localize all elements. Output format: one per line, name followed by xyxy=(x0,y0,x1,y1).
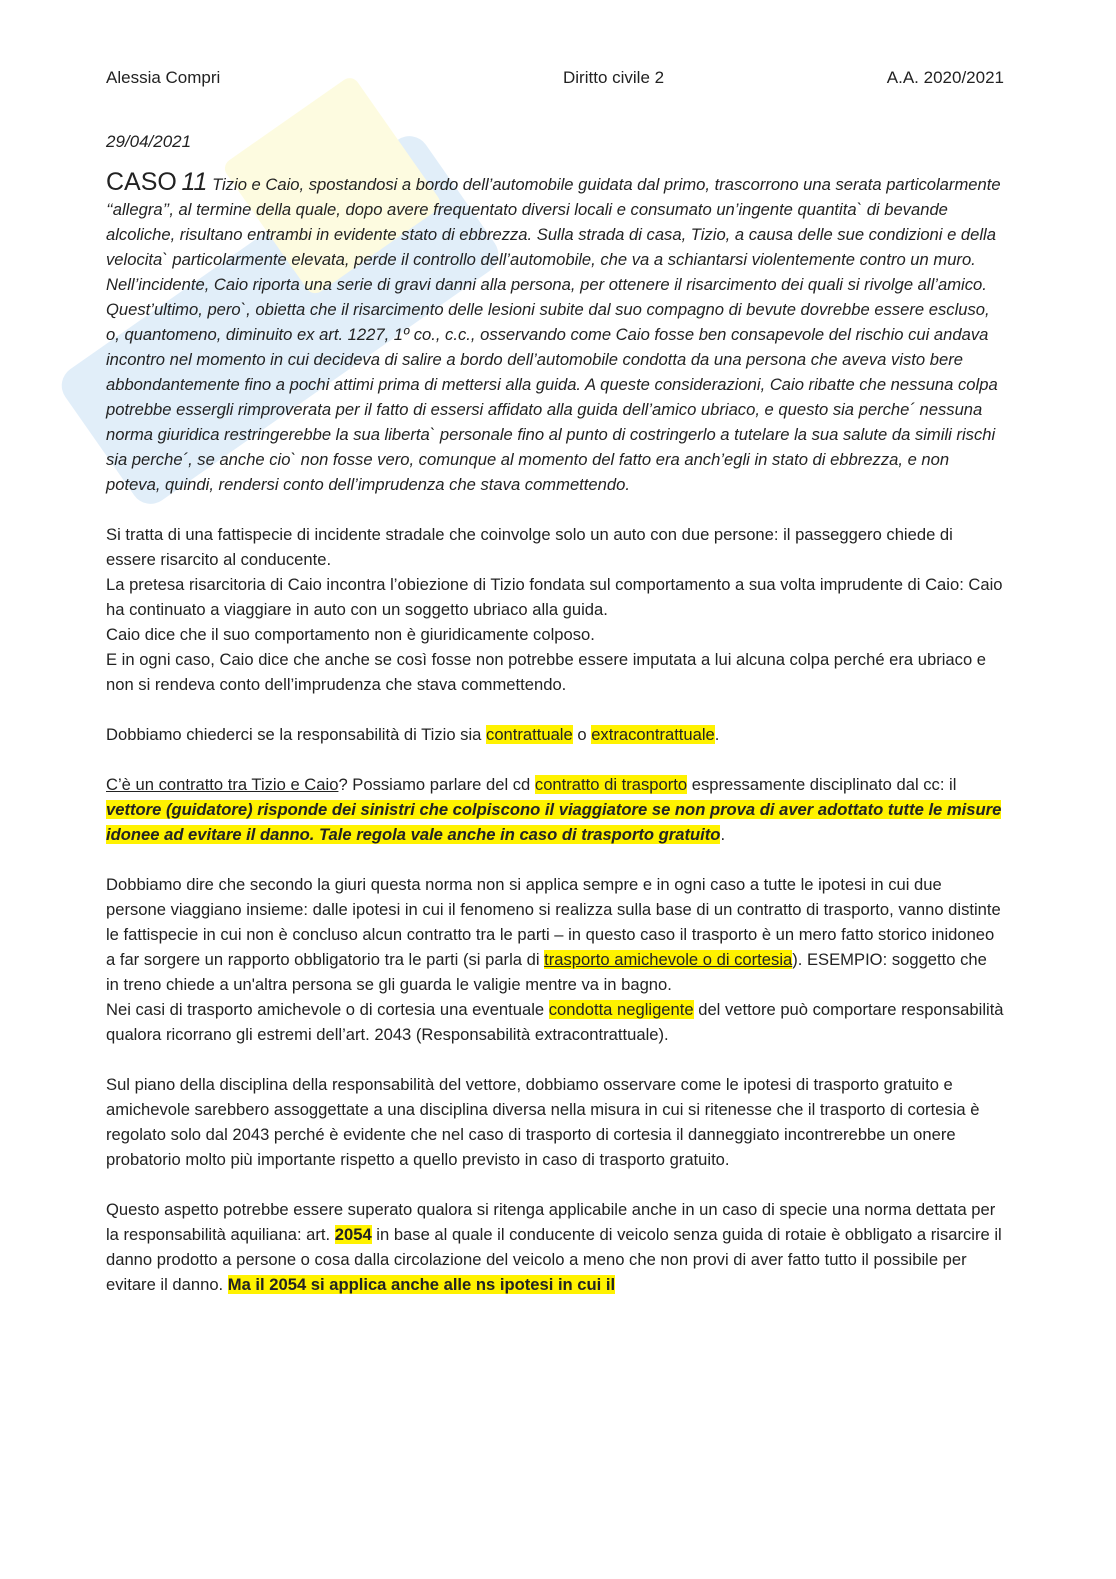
highlight-contratto-trasporto: contratto di trasporto xyxy=(534,775,688,794)
academic-year: A.A. 2020/2021 xyxy=(886,68,1004,87)
course-name: Diritto civile 2 xyxy=(563,68,665,87)
paragraph-7 xyxy=(106,872,1004,997)
highlight-extracontrattuale: extracontrattuale xyxy=(591,725,715,744)
paragraph-9: Sul piano della disciplina della responsabilità del vettore, dobbiamo osservare come le ipotesi di trasporto gratuito e amichevole sarebbero assoggettate a una disciplina diversa nella misura in cui si ritenesse che il trasporto di cortesia è regolato solo dal 2043 perché è evidente che nel caso di trasporto di cortesia il danneggiato incontrerebbe un onere probatorio molto più importante rispetto a quello previsto in caso di trasporto gratuito. xyxy=(106,1075,980,1169)
p7-text: Dobbiamo dire che secondo la giuri questa norma non si applica sempre e in ogni caso a tutte le ipotesi in cui due persone viaggiano insieme: dalle ipotesi in cui il fenomeno si realizza sulla base di un contratto di trasporto, vanno distinte le fattispecie in cui non è concluso alcun contratto tra le parti – in questo caso il trasporto è un mero fatto storico inidoneo a far sorgere un rapporto obbligatorio tra le parti (si parla di xyxy=(106,875,1001,969)
lecture-date: 29/04/2021 xyxy=(106,132,192,151)
case-title: CASO xyxy=(106,168,177,196)
paragraph-1: Si tratta di una fattispecie di incidente stradale che coinvolge solo un auto con due persone: il passeggero chiede di essere risarcito al conducente. xyxy=(106,525,953,569)
highlight-condotta-negligente: condotta negligente xyxy=(548,1000,694,1019)
paragraph-4: E in ogni caso, Caio dice che anche se così fosse non potrebbe essere imputata a lui alcuna colpa perché era ubriaco e non si rendeva conto dell’imprudenza che stava commettendo. xyxy=(106,650,987,694)
highlight-vettore-rule: vettore (guidatore) risponde dei sinistri che colpiscono il viaggiatore se non prova di aver adottato tutte le misure idonee ad evitare il danno. Tale regola vale anche in caso di trasporto gratuito xyxy=(106,800,1002,844)
paragraph-3: Caio dice che il suo comportamento non è giuridicamente colposo. xyxy=(106,625,595,644)
p5-end: . xyxy=(714,725,720,744)
underlined-question: C’è un contratto tra Tizio e Caio xyxy=(106,775,339,794)
p6-text: ? Possiamo parlare del cd xyxy=(338,775,535,794)
paragraph-8 xyxy=(106,997,1004,1047)
p8-text: Nei casi di trasporto amichevole o di cortesia una eventuale xyxy=(106,1000,549,1019)
author-name: Alessia Compri xyxy=(106,68,221,87)
page-header xyxy=(106,66,1004,90)
p10-text: Questo aspetto potrebbe essere superato qualora si ritenga applicabile anche in un caso di specie una norma dettata per la responsabilità aquiliana: art. xyxy=(106,1200,996,1244)
highlight-question-2054: Ma il 2054 si applica anche alle ns ipotesi in cui il xyxy=(227,1275,616,1294)
highlight-contrattuale: contrattuale xyxy=(486,725,573,744)
case-number: 11 xyxy=(181,168,208,196)
case-text: Tizio e Caio, spostandosi a bordo dell’automobile guidata dal primo, trascorrono una serata particolarmente ‘‘allegra’’, al termine della quale, dopo avere frequentato diversi locali e consumato un’ingente quantita` di bevande alcoliche, risultano entrambi in evidente stato di ebbrezza. Sulla strada di casa, Tizio, a causa delle sue condizioni e della velocita` particolarmente elevata, perde il controllo dell’automobile, che va a schiantarsi violentemente contro un muro. Nell’incidente, Caio riporta una serie di gravi danni alla persona, per ottenere il risarcimento dei quali si rivolge all’amico. Quest’ultimo, pero`, obietta che il risarcimento delle lesioni subite dal suo compagno di bevute dovrebbe essere escluso, o, quantomeno, diminuito ex art. 1227, 1º co., c.c., osservando come Caio fosse ben consapevole del rischio cui andava incontro nel momento in cui decideva di salire a bordo dell’automobile condotta da una persona che aveva visto bere abbondantemente fino a pochi attimi prima di mettersi alla guida. A queste considerazioni, Caio ribatte che nessuna colpa potrebbe essergli rimproverata per il fatto di essersi affidato alla guida dell’amico ubriaco, e questo sia perche´ nessuna norma giuridica restringerebbe la sua liberta` personale fino al punto di costringerlo a tutelare la sua salute da simili rischi sia perche´, se anche cio` non fosse vero, comunque al momento del fatto era anch’egli in stato di ebbrezza, e non poteva, quindi, rendersi conto dell’imprudenza che stava commettendo. xyxy=(106,175,1001,494)
p5-or: o xyxy=(572,725,592,744)
p6-end: . xyxy=(720,825,726,844)
p5-text: Dobbiamo chiederci se la responsabilità di Tizio sia xyxy=(106,725,487,744)
case-description xyxy=(106,170,1004,497)
paragraph-5 xyxy=(106,722,1004,747)
p7-text-2: ). ESEMPIO: soggetto che in treno chiede a un'altra persona se gli guarda le valigie mentre va in bagno. xyxy=(106,950,987,994)
document-page xyxy=(106,66,1004,1297)
paragraph-10 xyxy=(106,1197,1004,1297)
paragraph-6 xyxy=(106,772,1004,847)
p6-text-2: espressamente disciplinato dal cc: il xyxy=(687,775,957,794)
highlight-2054: 2054 xyxy=(334,1225,372,1244)
p10-text-2: in base al quale il conducente di veicolo senza guida di rotaie è obbligato a risarcire il danno prodotto a persone o cosa dalla circolazione del veicolo a meno che non provi di aver fatto tutto il possibile per evitare il danno. xyxy=(106,1225,1002,1294)
highlight-trasporto-amichevole: trasporto amichevole o di cortesia xyxy=(544,950,793,969)
paragraph-2: La pretesa risarcitoria di Caio incontra l’obiezione di Tizio fondata sul comportamento a sua volta imprudente di Caio: Caio ha continuato a viaggiare in auto con un soggetto ubriaco alla guida. xyxy=(106,575,1003,619)
p8-text-2: del vettore può comportare responsabilità qualora ricorrano gli estremi dell’art. 2043 (Responsabilità extracontrattuale). xyxy=(106,1000,1004,1044)
